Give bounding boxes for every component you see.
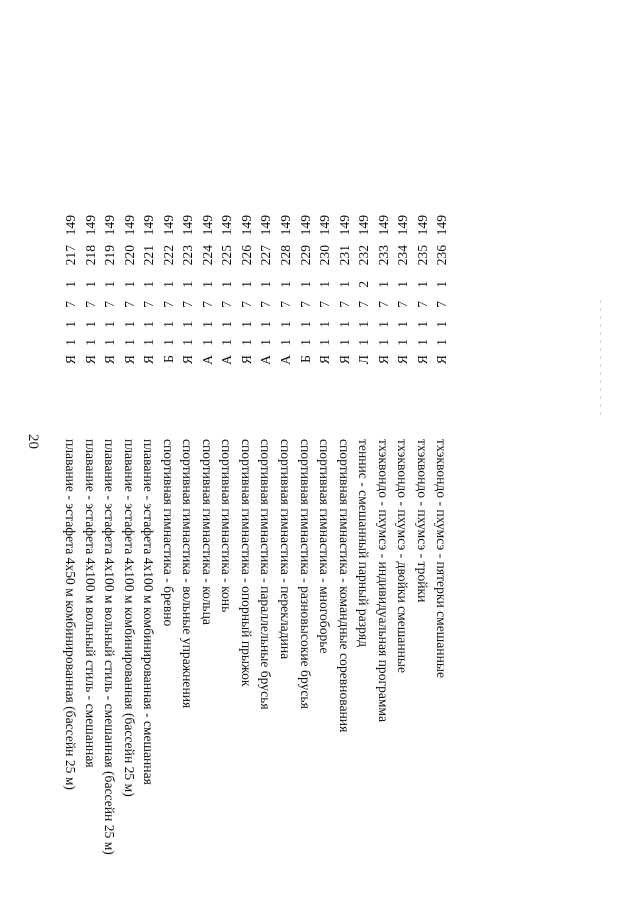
code-a: 149 bbox=[258, 215, 274, 236]
event-name-text: плавание - эстафета 4х100 м вольный стиль - смешанная (бассейн 25 м) bbox=[102, 439, 118, 855]
code-c: 2 bbox=[356, 281, 372, 288]
code-a: 149 bbox=[317, 215, 333, 236]
event-codes bbox=[198, 0, 217, 430]
event-name-text: тхэквондо - пхумсэ - тройки bbox=[414, 439, 430, 603]
table-row bbox=[120, 0, 139, 905]
event-name bbox=[120, 439, 139, 905]
event-name bbox=[276, 439, 295, 905]
code-e: 1 bbox=[121, 321, 137, 328]
table-row bbox=[335, 0, 354, 905]
code-d: 7 bbox=[238, 301, 254, 308]
code-e: 1 bbox=[336, 321, 352, 328]
code-a: 149 bbox=[278, 215, 294, 236]
event-name bbox=[432, 439, 451, 905]
code-b: 218 bbox=[82, 245, 98, 266]
event-name-text: спортивная гимнастика - кольца bbox=[199, 439, 215, 625]
code-b: 233 bbox=[375, 245, 391, 266]
code-d: 7 bbox=[219, 301, 235, 308]
table-row bbox=[159, 0, 178, 905]
code-b: 223 bbox=[180, 245, 196, 266]
event-codes bbox=[335, 0, 354, 430]
code-d: 7 bbox=[356, 301, 372, 308]
code-d: 7 bbox=[395, 301, 411, 308]
event-codes bbox=[120, 0, 139, 430]
code-d: 7 bbox=[121, 301, 137, 308]
event-name-text: спортивная гимнастика - многоборье bbox=[317, 439, 333, 654]
code-a: 149 bbox=[297, 215, 313, 236]
code-e: 1 bbox=[63, 321, 78, 328]
code-a: 149 bbox=[199, 215, 215, 236]
table-row bbox=[413, 0, 432, 905]
code-a: 149 bbox=[336, 215, 352, 236]
event-name-text: тхэквондо - пхумсэ - индивидуальная программа bbox=[375, 439, 391, 723]
code-e: 1 bbox=[434, 321, 450, 328]
code-g: Я bbox=[82, 355, 98, 365]
event-codes bbox=[217, 0, 236, 430]
code-f: 1 bbox=[180, 339, 196, 346]
code-c: 1 bbox=[199, 281, 215, 288]
code-e: 1 bbox=[238, 321, 254, 328]
code-c: 1 bbox=[375, 281, 391, 288]
code-e: 1 bbox=[141, 321, 157, 328]
code-b: 219 bbox=[102, 245, 118, 266]
code-f: 1 bbox=[121, 339, 137, 346]
code-g: Я bbox=[375, 355, 391, 365]
code-g: Я bbox=[141, 355, 157, 365]
event-name-text: спортивная гимнастика - бревно bbox=[160, 439, 176, 627]
code-a: 149 bbox=[414, 215, 430, 236]
event-name-text: тхэквондо - пхумсэ - пятерки смешанные bbox=[434, 439, 450, 679]
event-name-text: спортивная гимнастика - командные соревнования bbox=[336, 439, 352, 733]
event-name-text: плавание - эстафета 4х50 м комбинированная (бассейн 25 м) bbox=[63, 439, 78, 790]
code-f: 1 bbox=[219, 339, 235, 346]
code-c: 1 bbox=[278, 281, 294, 288]
event-codes bbox=[276, 0, 295, 430]
code-d: 7 bbox=[63, 301, 78, 308]
code-b: 229 bbox=[297, 245, 313, 266]
table-row bbox=[315, 0, 334, 905]
code-g: Я bbox=[238, 355, 254, 365]
code-f: 1 bbox=[238, 339, 254, 346]
code-e: 1 bbox=[160, 321, 176, 328]
code-g: Я bbox=[121, 355, 137, 365]
code-e: 1 bbox=[199, 321, 215, 328]
code-c: 1 bbox=[160, 281, 176, 288]
event-name bbox=[217, 439, 236, 905]
page-number: 20 bbox=[25, 434, 41, 449]
code-c: 1 bbox=[297, 281, 313, 288]
code-b: 234 bbox=[395, 245, 411, 266]
code-g: Б bbox=[160, 355, 176, 363]
event-codes bbox=[374, 0, 393, 430]
event-codes bbox=[237, 0, 256, 430]
event-codes bbox=[139, 0, 158, 430]
event-name-text: плавание - эстафета 4х100 м вольный стиль - смешанная bbox=[82, 439, 98, 768]
event-name-text: спортивная гимнастика - опорный прыжок bbox=[238, 439, 254, 687]
table-row bbox=[198, 0, 217, 905]
event-name bbox=[159, 439, 178, 905]
code-e: 1 bbox=[258, 321, 274, 328]
code-f: 1 bbox=[160, 339, 176, 346]
code-f: 1 bbox=[82, 339, 98, 346]
code-f: 1 bbox=[434, 339, 450, 346]
code-b: 232 bbox=[356, 245, 372, 266]
event-codes bbox=[413, 0, 432, 430]
code-a: 149 bbox=[180, 215, 196, 236]
event-name-text: спортивная гимнастика - параллельные брусья bbox=[258, 439, 274, 710]
table-row bbox=[354, 0, 373, 905]
code-e: 1 bbox=[219, 321, 235, 328]
code-a: 149 bbox=[219, 215, 235, 236]
code-a: 149 bbox=[82, 215, 98, 236]
code-d: 7 bbox=[317, 301, 333, 308]
table-row bbox=[81, 0, 100, 905]
code-b: 236 bbox=[434, 245, 450, 266]
code-c: 1 bbox=[336, 281, 352, 288]
code-e: 1 bbox=[297, 321, 313, 328]
code-c: 1 bbox=[414, 281, 430, 288]
code-e: 1 bbox=[317, 321, 333, 328]
code-f: 1 bbox=[258, 339, 274, 346]
code-b: 228 bbox=[278, 245, 294, 266]
event-name-text: плавание - эстафета 4х100 м комбинированная (бассейн 25 м) bbox=[121, 439, 137, 797]
code-b: 227 bbox=[258, 245, 274, 266]
event-name bbox=[354, 439, 373, 905]
code-g: Я bbox=[180, 355, 196, 365]
table-row bbox=[237, 0, 256, 905]
code-b: 231 bbox=[336, 245, 352, 266]
event-name-text: спортивная гимнастика - разновысокие брусья bbox=[297, 439, 313, 709]
code-c: 1 bbox=[82, 281, 98, 288]
code-g: А bbox=[278, 355, 294, 365]
event-name bbox=[315, 439, 334, 905]
code-e: 1 bbox=[395, 321, 411, 328]
code-a: 149 bbox=[356, 215, 372, 236]
code-c: 1 bbox=[180, 281, 196, 288]
code-d: 7 bbox=[141, 301, 157, 308]
code-d: 7 bbox=[102, 301, 118, 308]
code-c: 1 bbox=[258, 281, 274, 288]
code-b: 221 bbox=[141, 245, 157, 266]
event-codes bbox=[296, 0, 315, 430]
code-f: 1 bbox=[278, 339, 294, 346]
code-f: 1 bbox=[141, 339, 157, 346]
event-codes bbox=[100, 0, 119, 430]
table-row bbox=[432, 0, 451, 905]
code-f: 1 bbox=[356, 339, 372, 346]
code-e: 1 bbox=[180, 321, 196, 328]
table-row bbox=[374, 0, 393, 905]
table-row bbox=[139, 0, 158, 905]
code-g: Л bbox=[356, 355, 372, 365]
code-f: 1 bbox=[317, 339, 333, 346]
event-codes bbox=[432, 0, 451, 430]
code-a: 149 bbox=[121, 215, 137, 236]
event-name bbox=[374, 439, 393, 905]
code-d: 7 bbox=[414, 301, 430, 308]
event-codes bbox=[159, 0, 178, 430]
code-d: 7 bbox=[278, 301, 294, 308]
event-name-text: плавание - эстафета 4х100 м комбинированная - смешанная bbox=[141, 439, 157, 785]
code-g: Б bbox=[297, 355, 313, 363]
code-b: 224 bbox=[199, 245, 215, 266]
event-codes bbox=[257, 0, 276, 430]
event-codes bbox=[61, 0, 80, 430]
code-c: 1 bbox=[238, 281, 254, 288]
event-name-text: спортивная гимнастика - перекладина bbox=[278, 439, 294, 660]
code-a: 149 bbox=[238, 215, 254, 236]
event-name bbox=[81, 439, 100, 905]
table-row bbox=[257, 0, 276, 905]
event-codes bbox=[178, 0, 197, 430]
code-b: 226 bbox=[238, 245, 254, 266]
code-f: 1 bbox=[414, 339, 430, 346]
code-c: 1 bbox=[395, 281, 411, 288]
event-name bbox=[61, 439, 80, 905]
code-c: 1 bbox=[63, 281, 78, 288]
code-d: 7 bbox=[375, 301, 391, 308]
code-d: 7 bbox=[160, 301, 176, 308]
code-g: Я bbox=[336, 355, 352, 365]
event-name-text: спортивная гимнастика - вольные упражнения bbox=[180, 439, 196, 709]
event-name bbox=[413, 439, 432, 905]
code-d: 7 bbox=[82, 301, 98, 308]
code-c: 1 bbox=[219, 281, 235, 288]
event-name bbox=[335, 439, 354, 905]
code-g: Я bbox=[434, 355, 450, 365]
code-c: 1 bbox=[434, 281, 450, 288]
code-c: 1 bbox=[102, 281, 118, 288]
code-f: 1 bbox=[395, 339, 411, 346]
table-row bbox=[296, 0, 315, 905]
event-name bbox=[296, 439, 315, 905]
code-f: 1 bbox=[199, 339, 215, 346]
code-a: 149 bbox=[141, 215, 157, 236]
table-row bbox=[100, 0, 119, 905]
code-g: А bbox=[219, 355, 235, 365]
code-a: 149 bbox=[434, 215, 450, 236]
code-f: 1 bbox=[102, 339, 118, 346]
code-d: 7 bbox=[297, 301, 313, 308]
code-d: 7 bbox=[336, 301, 352, 308]
code-b: 217 bbox=[63, 245, 78, 266]
event-name-text: спортивная гимнастика - конь bbox=[219, 439, 235, 613]
code-f: 1 bbox=[297, 339, 313, 346]
code-g: А bbox=[199, 355, 215, 365]
event-name bbox=[393, 439, 412, 905]
code-c: 1 bbox=[317, 281, 333, 288]
code-g: Я bbox=[414, 355, 430, 365]
code-c: 1 bbox=[121, 281, 137, 288]
event-name bbox=[100, 439, 119, 905]
code-a: 149 bbox=[102, 215, 118, 236]
event-name bbox=[257, 439, 276, 905]
code-a: 149 bbox=[63, 215, 78, 236]
code-g: Я bbox=[63, 355, 78, 365]
code-c: 1 bbox=[141, 281, 157, 288]
event-name bbox=[139, 439, 158, 905]
table-row bbox=[217, 0, 236, 905]
code-g: Я bbox=[102, 355, 118, 365]
code-d: 7 bbox=[180, 301, 196, 308]
code-f: 1 bbox=[336, 339, 352, 346]
event-name bbox=[237, 439, 256, 905]
event-codes bbox=[393, 0, 412, 430]
event-name bbox=[198, 439, 217, 905]
code-a: 149 bbox=[160, 215, 176, 236]
event-codes bbox=[354, 0, 373, 430]
table-row bbox=[393, 0, 412, 905]
code-d: 7 bbox=[434, 301, 450, 308]
event-name-text: тхэквондо - пхумсэ - двойки смешанные bbox=[395, 439, 411, 674]
code-e: 1 bbox=[82, 321, 98, 328]
event-name bbox=[178, 439, 197, 905]
code-e: 1 bbox=[414, 321, 430, 328]
code-b: 225 bbox=[219, 245, 235, 266]
code-e: 1 bbox=[356, 321, 372, 328]
event-codes bbox=[81, 0, 100, 430]
code-a: 149 bbox=[375, 215, 391, 236]
code-b: 230 bbox=[317, 245, 333, 266]
code-f: 1 bbox=[375, 339, 391, 346]
code-e: 1 bbox=[278, 321, 294, 328]
code-b: 235 bbox=[414, 245, 430, 266]
code-b: 220 bbox=[121, 245, 137, 266]
table-row bbox=[61, 0, 80, 905]
event-name-text: теннис - смешанный парный разряд bbox=[356, 439, 372, 648]
code-a: 149 bbox=[395, 215, 411, 236]
code-d: 7 bbox=[258, 301, 274, 308]
code-e: 1 bbox=[102, 321, 118, 328]
code-f: 1 bbox=[63, 339, 78, 346]
code-g: Я bbox=[395, 355, 411, 365]
table-row bbox=[276, 0, 295, 905]
code-g: А bbox=[258, 355, 274, 365]
code-b: 222 bbox=[160, 245, 176, 266]
event-codes bbox=[315, 0, 334, 430]
code-g: Я bbox=[317, 355, 333, 365]
table-row bbox=[178, 0, 197, 905]
code-d: 7 bbox=[199, 301, 215, 308]
code-e: 1 bbox=[375, 321, 391, 328]
